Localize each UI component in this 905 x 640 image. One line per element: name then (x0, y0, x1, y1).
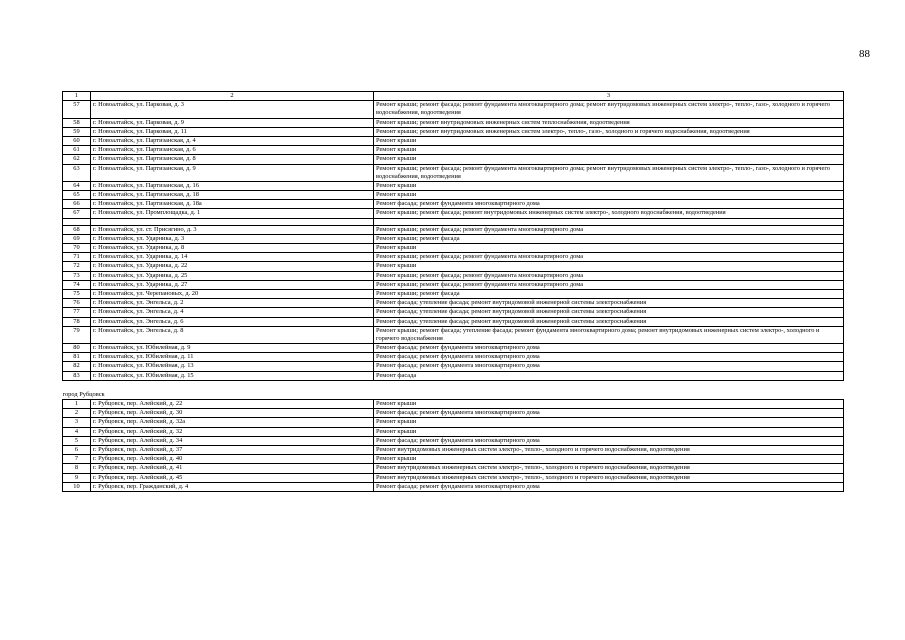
table-row (63, 155, 844, 164)
row-works: Ремонт крыши (374, 146, 844, 155)
table-row (63, 146, 844, 155)
row-address: г. Новоалтайск, ул. Черепановых, д. 20 (91, 289, 374, 298)
row-works: Ремонт внутридомовых инженерных систем электро-, тепло-, холодного и горячего водоснабжения, водоотведения (374, 464, 844, 473)
row-number: 60 (63, 136, 91, 145)
row-works: Ремонт крыши; ремонт фасада (374, 289, 844, 298)
table-row (63, 317, 844, 326)
row-works: Ремонт фасада; утепление фасада; ремонт внутридомовой инженерной системы электроснабжения (374, 299, 844, 308)
section-title: город Рубцовск (62, 390, 105, 398)
row-address: г. Новоалтайск, ул. Юбилейная, д. 9 (91, 344, 374, 353)
row-number: 69 (63, 234, 91, 243)
row-address: г. Рубцовск, пер. Алейский, д. 32 (91, 427, 374, 436)
row-number: 81 (63, 353, 91, 362)
row-address: г. Новоалтайск, ул. Партизанская, д. 8 (91, 155, 374, 164)
row-address: г. Новоалтайск, ул. Ударника, д. 22 (91, 262, 374, 271)
table-body (63, 92, 844, 492)
row-address: г. Рубцовск, пер. Алейский, д. 45 (91, 473, 374, 482)
table-row (63, 362, 844, 371)
table-row (63, 118, 844, 127)
row-number: 59 (63, 127, 91, 136)
table-row (63, 244, 844, 253)
row-number: 62 (63, 155, 91, 164)
row-works: Ремонт крыши (374, 244, 844, 253)
table-row (63, 262, 844, 271)
row-number: 71 (63, 253, 91, 262)
row-address: г. Рубцовск, пер. Алейский, д. 34 (91, 436, 374, 445)
row-number: 10 (63, 482, 91, 491)
table-row (63, 344, 844, 353)
row-address: г. Рубцовск, пер. Алейский, д. 22 (91, 400, 374, 409)
row-address: г. Рубцовск, пер. Алейский, д. 37 (91, 445, 374, 454)
row-works: Ремонт крыши; ремонт фасада (374, 234, 844, 243)
row-works: Ремонт крыши (374, 427, 844, 436)
row-address: г. Новоалтайск, ул. Партизанская, д. 16 (91, 181, 374, 190)
repair-register-table (62, 91, 844, 492)
row-number: 75 (63, 289, 91, 298)
table-row (63, 164, 844, 181)
row-address: г. Рубцовск, пер. Гражданский, д. 4 (91, 482, 374, 491)
row-works: Ремонт фасада; ремонт фундамента многоквартирного дома (374, 362, 844, 371)
row-number: 8 (63, 464, 91, 473)
table-row (63, 101, 844, 118)
table-row (63, 234, 844, 243)
table-row (63, 200, 844, 209)
row-works: Ремонт фасада; ремонт фундамента многоквартирного дома (374, 200, 844, 209)
table-row (63, 427, 844, 436)
section-heading-row (63, 391, 844, 400)
row-works: Ремонт крыши (374, 155, 844, 164)
row-address: г. Новоалтайск, ул. Партизанская, д. 18а (91, 200, 374, 209)
table-row (63, 280, 844, 289)
row-works: Ремонт крыши; ремонт внутридомовых инженерных систем электро-, тепло-, газо-, холодного и горячего водоснабжения, водоотведения (374, 127, 844, 136)
row-address: г. Рубцовск, пер. Алейский, д. 40 (91, 455, 374, 464)
row-works: Ремонт крыши (374, 262, 844, 271)
row-works: Ремонт фасада (374, 371, 844, 380)
row-works: Ремонт крыши; ремонт фасада; ремонт фундамента многоквартирного дома (374, 253, 844, 262)
row-works: Ремонт крыши (374, 191, 844, 200)
column-header-address: 2 (91, 92, 374, 101)
row-number: 6 (63, 445, 91, 454)
row-works: Ремонт фасада; ремонт фундамента многоквартирного дома (374, 482, 844, 491)
table-row (63, 436, 844, 445)
page-number: 88 (859, 48, 870, 60)
row-address: г. Новоалтайск, ул. Энгельса, д. 4 (91, 308, 374, 317)
table-row (63, 326, 844, 343)
row-works: Ремонт фасада; ремонт фундамента многоквартирного дома (374, 344, 844, 353)
row-address: г. Новоалтайск, ул. Партизанская, д. 4 (91, 136, 374, 145)
row-number: 7 (63, 455, 91, 464)
row-address: г. Новоалтайск, ул. Энгельса, д. 2 (91, 299, 374, 308)
row-works: Ремонт фасада; ремонт фундамента многоквартирного дома (374, 409, 844, 418)
row-works: Ремонт фасада; утепление фасада; ремонт внутридомовой инженерной системы электроснабжения (374, 317, 844, 326)
row-address: г. Новоалтайск, ул. Энгельса, д. 6 (91, 317, 374, 326)
row-number: 1 (63, 400, 91, 409)
row-works: Ремонт крыши; ремонт фасада; ремонт фундамента многоквартирного дома (374, 225, 844, 234)
row-works: Ремонт крыши; ремонт фасада; ремонт фундамента многоквартирного дома; ремонт внутридомовых инженерных систем электро-, тепло-, газо-, холодного и горячего водоснабжения, водоотведения (374, 101, 844, 118)
row-works: Ремонт крыши; ремонт фасада; утепление фасада; ремонт фундамента многоквартирного дома; ремонт внутридомовых инженерных систем электро-, холодного и горячего водоснабжения (374, 326, 844, 343)
row-number: 79 (63, 326, 91, 343)
row-address: г. Новоалтайск, ул. Парковая, д. 11 (91, 127, 374, 136)
row-number: 66 (63, 200, 91, 209)
row-spacer (63, 218, 844, 225)
table-row (63, 127, 844, 136)
table-row (63, 271, 844, 280)
table-row (63, 473, 844, 482)
row-number: 82 (63, 362, 91, 371)
row-works: Ремонт крыши; ремонт фасада; ремонт фундамента многоквартирного дома (374, 271, 844, 280)
row-number: 64 (63, 181, 91, 190)
row-number: 68 (63, 225, 91, 234)
row-address: г. Рубцовск, пер. Алейский, д. 32а (91, 418, 374, 427)
row-works: Ремонт крыши (374, 181, 844, 190)
row-works: Ремонт крыши; ремонт фасада; ремонт фундамента многоквартирного дома; ремонт внутридомовых инженерных систем электро-, тепло-, газо-, холодного и горячего водоснабжения, водоотведения (374, 164, 844, 181)
row-number: 3 (63, 418, 91, 427)
row-number: 67 (63, 209, 91, 218)
row-address: г. Новоалтайск, ул. Партизанская, д. 6 (91, 146, 374, 155)
row-number: 63 (63, 164, 91, 181)
row-number: 76 (63, 299, 91, 308)
row-number: 70 (63, 244, 91, 253)
table-row (63, 191, 844, 200)
row-works: Ремонт фасада; ремонт фундамента многоквартирного дома (374, 353, 844, 362)
row-address: г. Новоалтайск, ул. Юбилейная, д. 15 (91, 371, 374, 380)
row-number: 58 (63, 118, 91, 127)
row-number: 4 (63, 427, 91, 436)
row-number: 2 (63, 409, 91, 418)
table-row (63, 482, 844, 491)
column-header-number: 1 (63, 92, 91, 101)
row-works: Ремонт крыши (374, 136, 844, 145)
table-row (63, 353, 844, 362)
row-address: г. Новоалтайск, ул. Ударника, д. 8 (91, 244, 374, 253)
row-address: г. Новоалтайск, ул. Ударника, д. 27 (91, 280, 374, 289)
table-row (63, 253, 844, 262)
row-works: Ремонт внутридомовых инженерных систем электро-, тепло-, холодного и горячего водоснабжения, водоотведения (374, 473, 844, 482)
table-row (63, 308, 844, 317)
row-works: Ремонт фасада; ремонт фундамента многоквартирного дома (374, 436, 844, 445)
table-row (63, 209, 844, 218)
table-row (63, 418, 844, 427)
row-address: г. Новоалтайск, ул. Ударника, д. 25 (91, 271, 374, 280)
row-address: г. Новоалтайск, ул. Партизанская, д. 9 (91, 164, 374, 181)
section-gap (63, 380, 844, 391)
row-address: г. Новоалтайск, ул. Юбилейная, д. 11 (91, 353, 374, 362)
column-header-works: 3 (374, 92, 844, 101)
table-row (63, 445, 844, 454)
row-number: 57 (63, 101, 91, 118)
row-works: Ремонт крыши; ремонт внутридомовых инженерных систем теплоснабжения, водоотведения (374, 118, 844, 127)
row-number: 5 (63, 436, 91, 445)
row-number: 9 (63, 473, 91, 482)
row-number: 61 (63, 146, 91, 155)
row-works: Ремонт крыши (374, 400, 844, 409)
row-address: г. Новоалтайск, ул. Промплощадка, д. 1 (91, 209, 374, 218)
table-row (63, 464, 844, 473)
row-address: г. Новоалтайск, ул. Парковая, д. 9 (91, 118, 374, 127)
row-address: г. Новоалтайск, ул. Ударника, д. 14 (91, 253, 374, 262)
row-works: Ремонт крыши (374, 418, 844, 427)
row-works: Ремонт крыши (374, 455, 844, 464)
row-address: г. Новоалтайск, ул. Парковая, д. 3 (91, 101, 374, 118)
row-number: 80 (63, 344, 91, 353)
table-row (63, 400, 844, 409)
row-number: 83 (63, 371, 91, 380)
column-header-row (63, 92, 844, 101)
row-number: 73 (63, 271, 91, 280)
row-number: 72 (63, 262, 91, 271)
table-row (63, 136, 844, 145)
row-address: г. Новоалтайск, ул. Партизанская, д. 18 (91, 191, 374, 200)
row-works: Ремонт внутридомовых инженерных систем электро-, тепло-, холодного и горячего водоснабжения, водоотведения (374, 445, 844, 454)
table-row (63, 289, 844, 298)
table-row (63, 299, 844, 308)
row-address: г. Рубцовск, пер. Алейский, д. 41 (91, 464, 374, 473)
row-works: Ремонт крыши; ремонт фасада; ремонт внутридомовых инженерных систем электро-, холодного водоснабжения, водоотведения (374, 209, 844, 218)
row-address: г. Новоалтайск, ул. Юбилейная, д. 13 (91, 362, 374, 371)
row-address: г. Новоалтайск, ул. ст. Присягино, д. 3 (91, 225, 374, 234)
row-number: 65 (63, 191, 91, 200)
row-number: 74 (63, 280, 91, 289)
table-row (63, 225, 844, 234)
table-row (63, 409, 844, 418)
row-address: г. Рубцовск, пер. Алейский, д. 30 (91, 409, 374, 418)
row-number: 78 (63, 317, 91, 326)
row-address: г. Новоалтайск, ул. Энгельса, д. 8 (91, 326, 374, 343)
table-row (63, 181, 844, 190)
row-address: г. Новоалтайск, ул. Ударника, д. 3 (91, 234, 374, 243)
table-row (63, 455, 844, 464)
row-works: Ремонт фасада; утепление фасада; ремонт внутридомовой инженерной системы электроснабжения (374, 308, 844, 317)
row-number: 77 (63, 308, 91, 317)
table-row (63, 371, 844, 380)
row-works: Ремонт крыши; ремонт фасада; ремонт фундамента многоквартирного дома (374, 280, 844, 289)
